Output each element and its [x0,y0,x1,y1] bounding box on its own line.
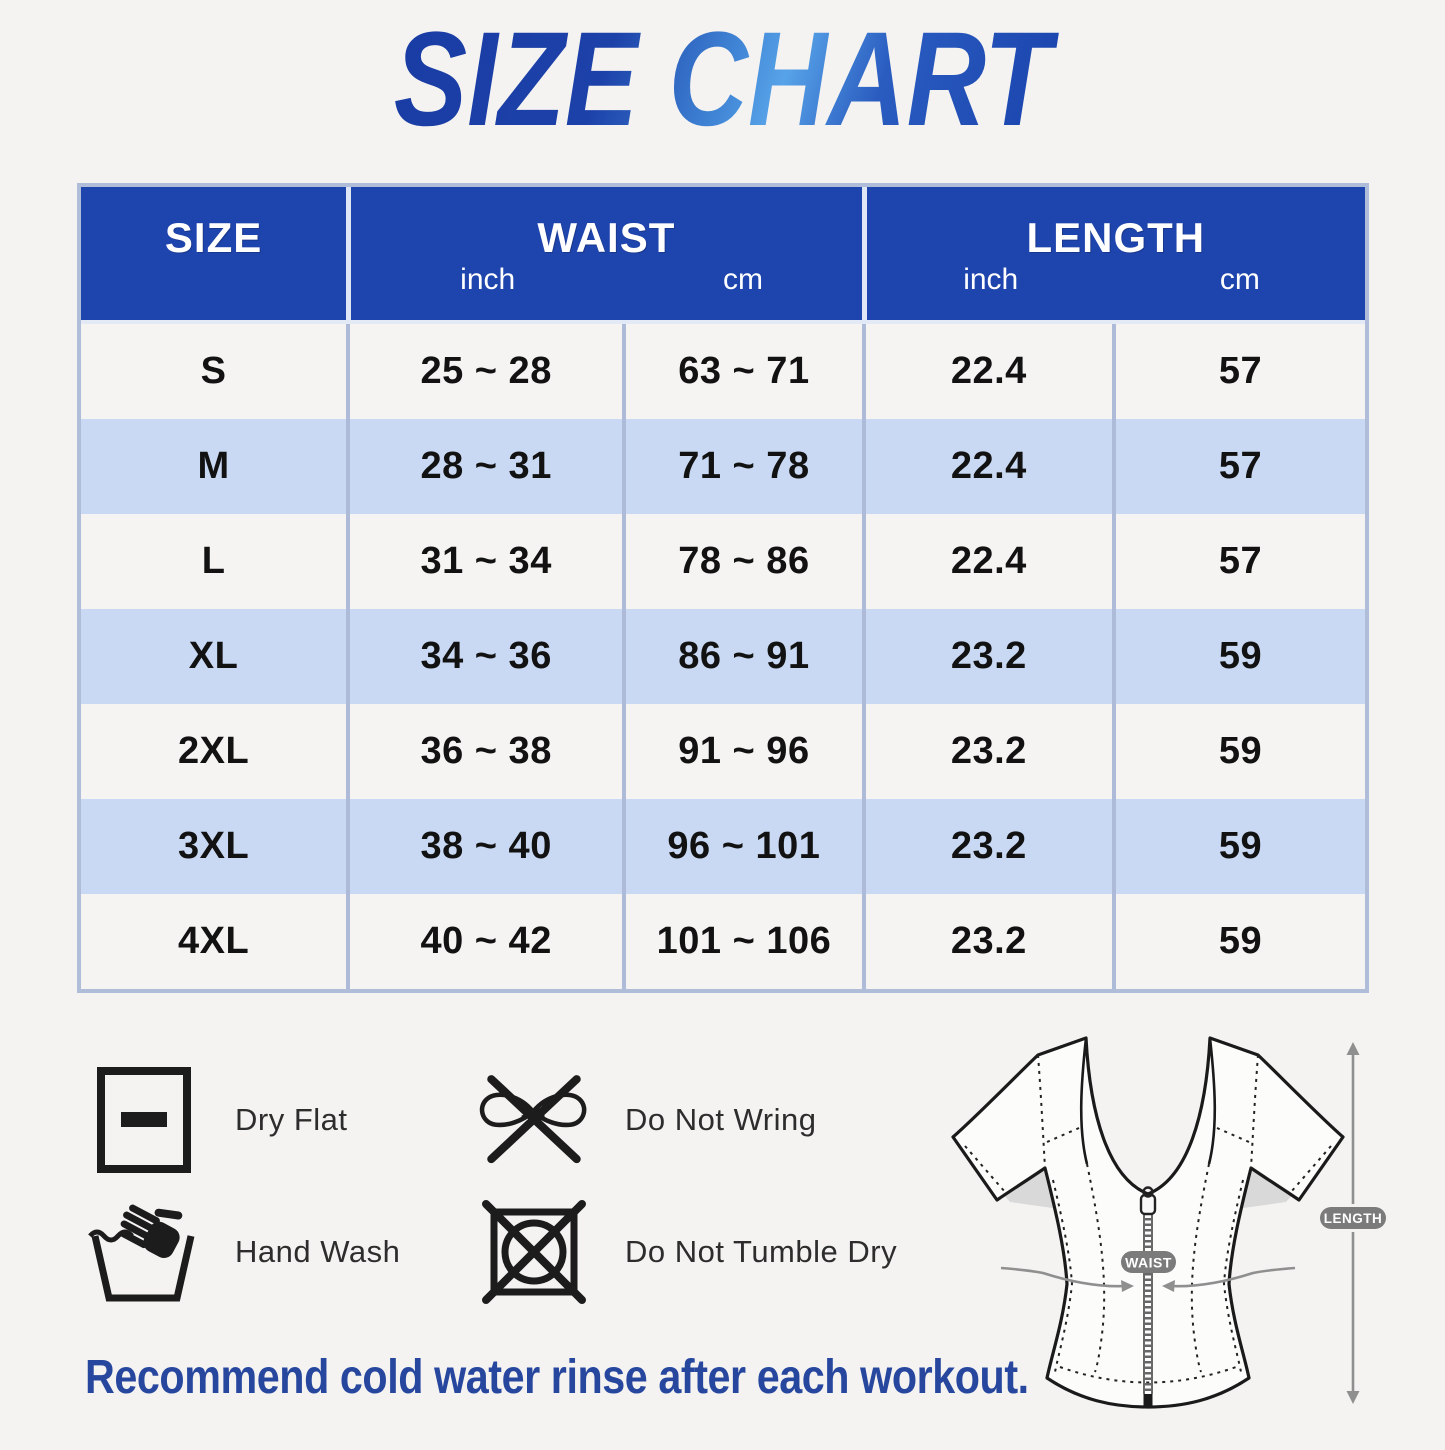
size-cell: 4XL [177,920,250,962]
header-length-units [867,263,1365,297]
waist-inch-cell: 31 ~ 34 [346,514,622,609]
length-inch-cell: 23.2 [862,799,1112,894]
length-inch-cell: 22.4 [862,324,1112,419]
waist-badge-label: WAIST [1125,1254,1172,1271]
size-cell: L [201,540,226,582]
size-table [77,183,1369,993]
header-waist-units [351,263,862,297]
waist-inch-cell: 34 ~ 36 [346,609,622,704]
table-row-m [81,419,1365,514]
care-label: Do Not Tumble Dry [625,1234,898,1269]
table-row-s [81,324,1365,419]
care-item-do-not-wring [475,1061,955,1179]
waist-cm-cell: 86 ~ 91 [622,609,861,704]
size-cell: M [197,445,230,487]
header-size-column [81,187,346,320]
length-inch-cell: 23.2 [862,894,1112,989]
table-row-4xl [81,894,1365,989]
waist-inch-unit-label: inch [460,263,516,296]
dry-flat-icon [85,1061,203,1179]
care-item-dry-flat [85,1061,475,1179]
size-cell: S [200,350,227,392]
table-row-xl [81,609,1365,704]
table-row-3xl [81,799,1365,894]
table-row-l [81,514,1365,609]
size-table-body [81,324,1365,989]
care-instructions [85,1058,955,1314]
do-not-wring-icon [475,1061,593,1179]
header-waist-column [346,187,862,320]
care-label: Dry Flat [235,1102,348,1137]
do-not-tumble-dry-icon [475,1193,593,1311]
length-cm-unit-label: cm [1219,263,1260,296]
size-cell: 2XL [177,730,250,772]
header-length-label: LENGTH [1026,214,1206,261]
length-badge [1320,1207,1386,1229]
length-inch-cell: 22.4 [862,419,1112,514]
footer-note: Recommend cold water rinse after each workout. [85,1351,1029,1404]
length-inch-unit-label: inch [963,263,1019,296]
header-waist-label: WAIST [537,214,676,261]
length-badge-label: LENGTH [1323,1211,1383,1226]
length-cm-cell: 57 [1112,324,1365,419]
waist-inch-cell: 40 ~ 42 [346,894,622,989]
care-label: Do Not Wring [625,1102,817,1137]
size-table-header [81,187,1365,324]
header-length-column [862,187,1365,320]
waist-cm-cell: 91 ~ 96 [622,704,861,799]
waist-cm-cell: 101 ~ 106 [622,894,861,989]
length-inch-cell: 22.4 [862,514,1112,609]
care-label: Hand Wash [235,1234,401,1269]
length-cm-cell: 59 [1112,799,1365,894]
size-cell: XL [188,635,239,677]
waist-cm-unit-label: cm [722,263,763,296]
waist-cm-cell: 78 ~ 86 [622,514,861,609]
length-cm-cell: 59 [1112,704,1365,799]
waist-badge [1121,1251,1176,1273]
waist-cm-cell: 71 ~ 78 [622,419,861,514]
waist-cm-cell: 96 ~ 101 [622,799,861,894]
hand-wash-icon [85,1193,203,1311]
table-row-2xl [81,704,1365,799]
care-item-hand-wash [85,1193,475,1311]
size-cell: 3XL [177,825,250,867]
header-size-label: SIZE [164,214,263,261]
care-item-do-not-tumble-dry [475,1193,955,1311]
waist-inch-cell: 25 ~ 28 [346,324,622,419]
length-cm-cell: 59 [1112,609,1365,704]
page-title: SIZE CHART [130,10,1315,151]
length-cm-cell: 57 [1112,419,1365,514]
waist-inch-cell: 36 ~ 38 [346,704,622,799]
length-cm-cell: 57 [1112,514,1365,609]
length-inch-cell: 23.2 [862,609,1112,704]
length-cm-cell: 59 [1112,894,1365,989]
waist-cm-cell: 63 ~ 71 [622,324,861,419]
waist-inch-cell: 28 ~ 31 [346,419,622,514]
waist-inch-cell: 38 ~ 40 [346,799,622,894]
length-inch-cell: 23.2 [862,704,1112,799]
